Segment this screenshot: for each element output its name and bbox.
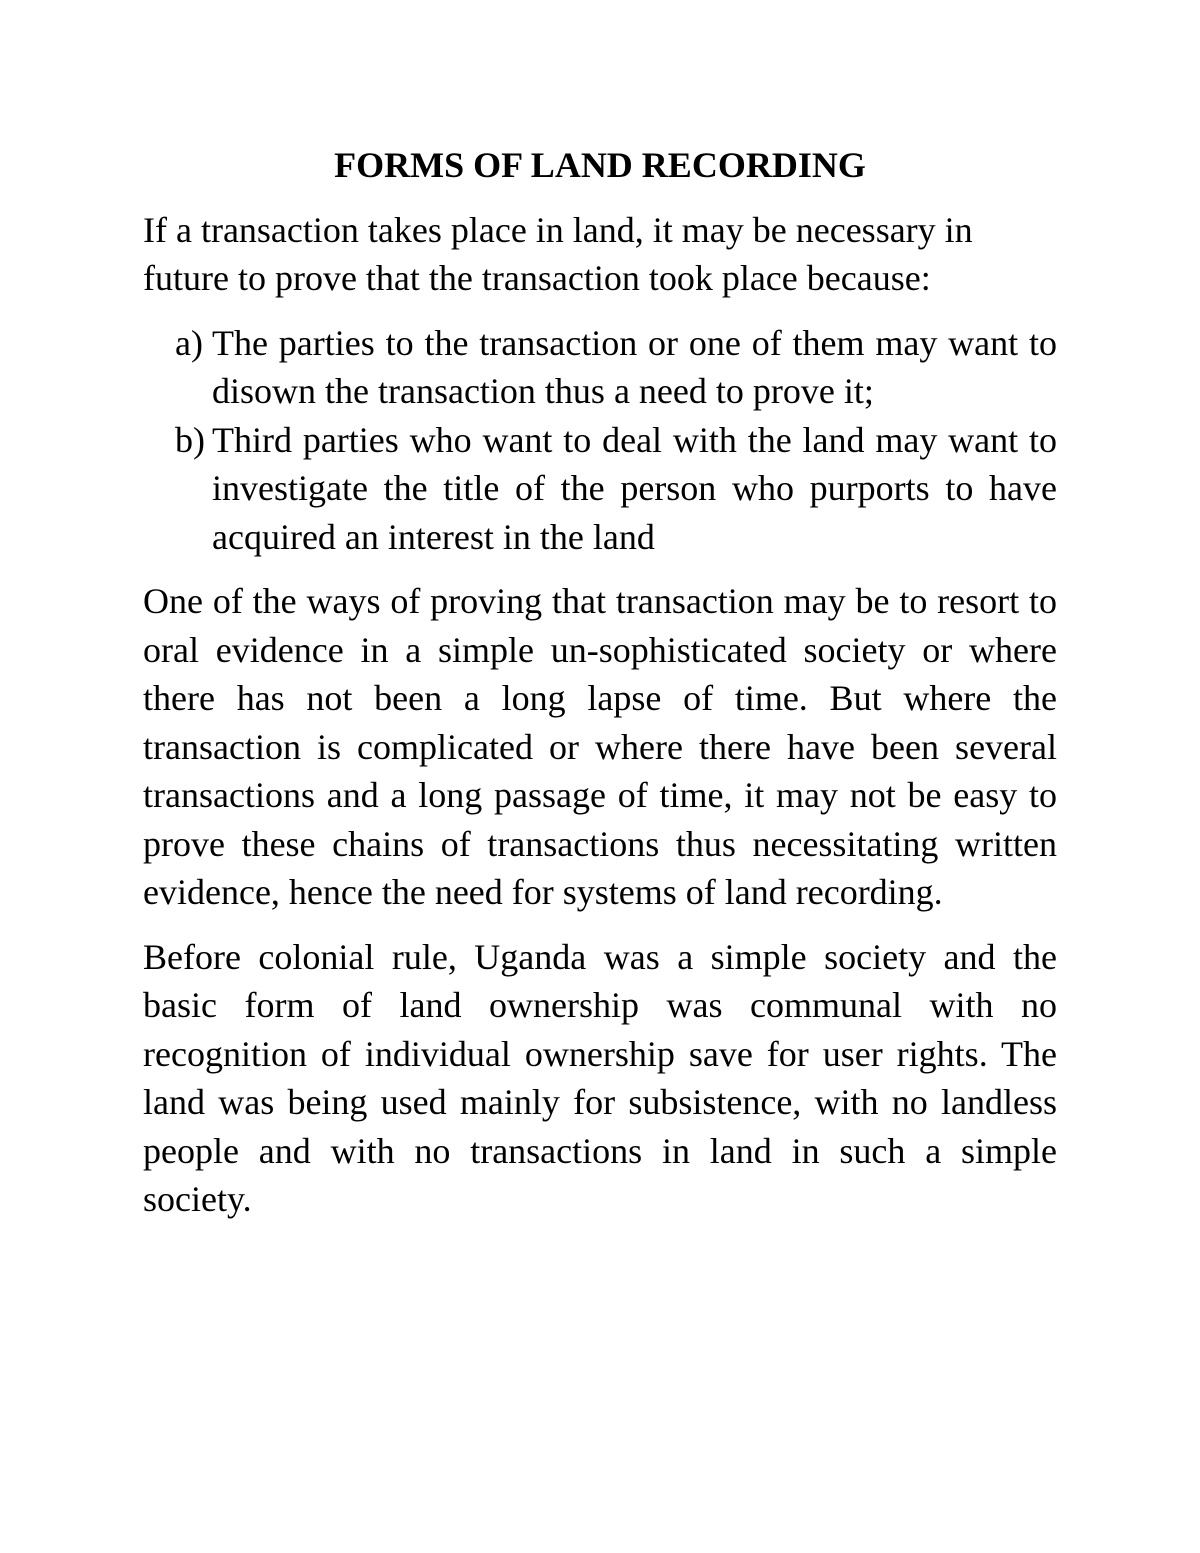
reasons-list — [143, 319, 1057, 562]
list-item-text: Third parties who want to deal with the land may want to investigate the title of the person who purports to have acquired an interest in the land — [212, 419, 1057, 557]
intro-paragraph: If a transaction takes place in land, it may be necessary in future to prove that the transaction took place because: — [143, 209, 973, 298]
body-paragraph: One of the ways of proving that transaction may be to resort to oral evidence in a simple un-sophisticated society or where there has not been a long lapse of time. But where the transaction is complicated or where there have been several transactions and a long passage of time, it may not be easy to prove these chains of transactions thus necessitating written evidence, hence the need for systems of land recording. — [143, 581, 1057, 912]
list-marker: a) — [175, 322, 203, 363]
page-title: FORMS OF LAND RECORDING — [334, 145, 866, 185]
document-body — [143, 141, 1057, 1224]
body-paragraph: Before colonial rule, Uganda was a simple society and the basic form of land ownership was communal with no recognition of individual ownership save for user rights. The land was being used mainly for subsistence, with no landless people and with no transactions in land in such a simple society. — [143, 936, 1057, 1219]
list-marker: b) — [175, 419, 205, 460]
list-item — [143, 319, 1057, 416]
list-item — [143, 416, 1057, 562]
list-item-text: The parties to the transaction or one of them may want to disown the transaction thus a need to prove it; — [212, 322, 1057, 411]
